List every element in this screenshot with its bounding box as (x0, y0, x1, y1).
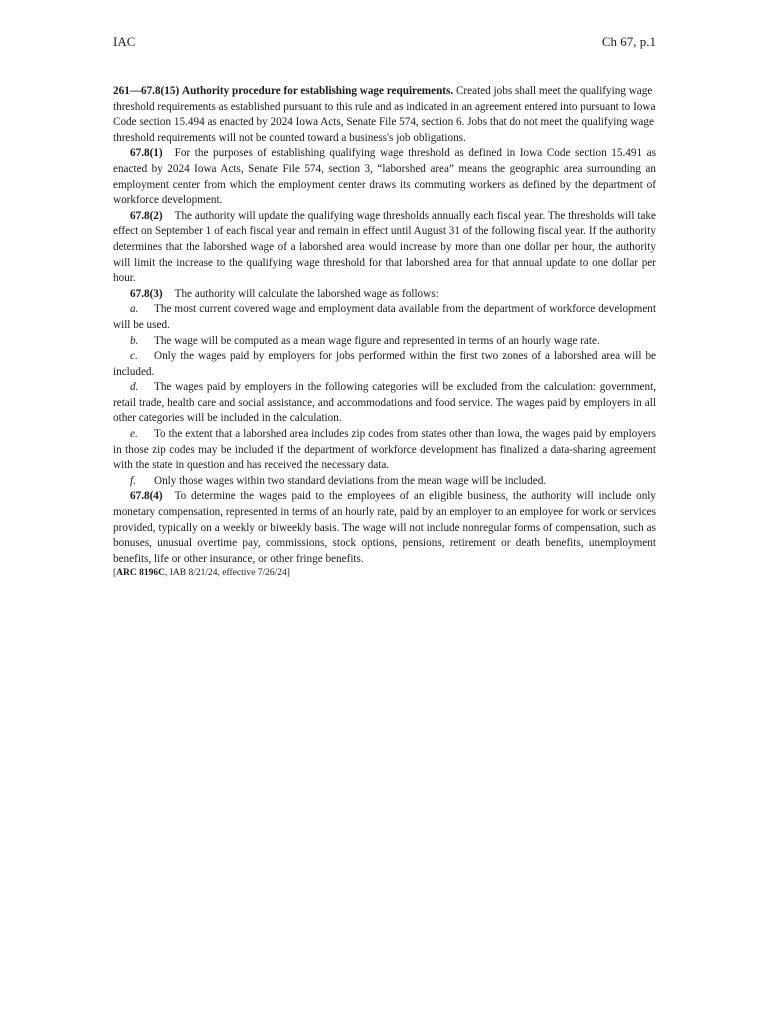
paragraph-c-letter: c. (130, 350, 138, 363)
subrule-4-id: 67.8(4) (130, 490, 163, 503)
paragraph-d-text: The wages paid by employers in the following categories will be excluded from the calculation: government, retail trade, health care and social assistance, and accommodations and food service. The wages paid by employers in all other categories will be included in the calculation. (113, 381, 656, 425)
rule-intro-text: Created jobs shall meet the qualifying wage threshold requirements as established pursuant to this rule and as indicated in an agreement entered into pursuant to Iowa Code section 15.494 as enacted by 2024 Iowa Acts, Senate File 574, section 6. Jobs that do not meet the qualifying wage threshold requirements will not be counted toward a business's job obligations. (113, 85, 656, 144)
document-body (113, 84, 656, 580)
subrule-2-id: 67.8(2) (130, 209, 163, 222)
paragraph-a-letter: a. (130, 303, 139, 316)
subrule-3-text: The authority will calculate the laborshed wage as follows: (174, 287, 439, 300)
paragraph-b-text: The wage will be computed as a mean wage figure and represented in terms of an hourly wage rate. (154, 334, 600, 347)
page-header (113, 34, 656, 52)
subrule-1 (113, 146, 656, 208)
subrule-1-id: 67.8(1) (130, 147, 163, 160)
header-code-label: IAC (113, 34, 136, 49)
subrule-2-text: The authority will update the qualifying wage thresholds annually each fiscal year. The thresholds will take effect on September 1 of each fiscal year and remain in effect until August 31 of the following fiscal year. If the authority determines that the laborshed wage of a laborshed area would increase by more than one dollar per hour, the authority will limit the increase to the qualifying wage threshold for that laborshed area for that annual update to one dollar per hour. (113, 209, 656, 285)
rule-title: Authority procedure for establishing wage requirements. (181, 85, 454, 97)
paragraph-a-text: The most current covered wage and employment data available from the department of workforce development will be used. (113, 303, 656, 331)
rule-number: 261—67.8(15) (113, 85, 180, 97)
arc-reference: ARC 8196C (116, 568, 165, 579)
paragraph-d (113, 380, 656, 427)
paragraph-a (113, 302, 656, 333)
subrule-1-text: For the purposes of establishing qualifying wage threshold as defined in Iowa Code section 15.491 as enacted by 2024 Iowa Acts, Senate File 574, section 3, “laborshed area” means the geographic area surrounding an employment center from which the employment center draws its commuting workers as defined by the department of workforce development. (113, 147, 656, 207)
paragraph-f-text: Only those wages within two standard deviations from the mean wage will be included. (154, 474, 547, 487)
paragraph-b (113, 334, 656, 350)
paragraph-c (113, 349, 656, 380)
subrule-4 (113, 489, 656, 567)
subrule-2 (113, 209, 656, 287)
subrule-4-text: To determine the wages paid to the employees of an eligible business, the authority will include only monetary compensation, represented in terms of an hourly rate, paid by an employer to an employee for work or services provided, typically on a weekly or biweekly basis. The wage will not include nonregular forms of compensation, such as bonuses, unusual overtime pay, commissions, stock options, pensions, retirement or death benefits, unemployment benefits, life or other insurance, or other fringe benefits. (113, 490, 656, 565)
paragraph-c-text: Only the wages paid by employers for jobs performed within the first two zones of a laborshed area will be included. (113, 350, 656, 378)
paragraph-f (113, 474, 656, 490)
paragraph-e-letter: e. (130, 428, 138, 441)
history-note (113, 567, 656, 580)
history-open-bracket: [ (113, 568, 117, 579)
history-details: , IAB 8/21/24, effective 7/26/24] (165, 568, 290, 579)
header-page-number: Ch 67, p.1 (601, 34, 656, 49)
rule-intro-paragraph (113, 84, 656, 146)
subrule-3 (113, 287, 656, 303)
subrule-3-id: 67.8(3) (130, 287, 163, 300)
paragraph-e-text: To the extent that a laborshed area includes zip codes from states other than Iowa, the wages paid by employers in those zip codes may be included if the department of workforce development has finalized a data-sharing agreement with the state in question and has received the necessary data. (113, 428, 656, 472)
paragraph-e (113, 427, 656, 474)
paragraph-d-letter: d. (130, 381, 139, 394)
paragraph-f-letter: f. (130, 474, 136, 487)
paragraph-b-letter: b. (130, 334, 139, 347)
